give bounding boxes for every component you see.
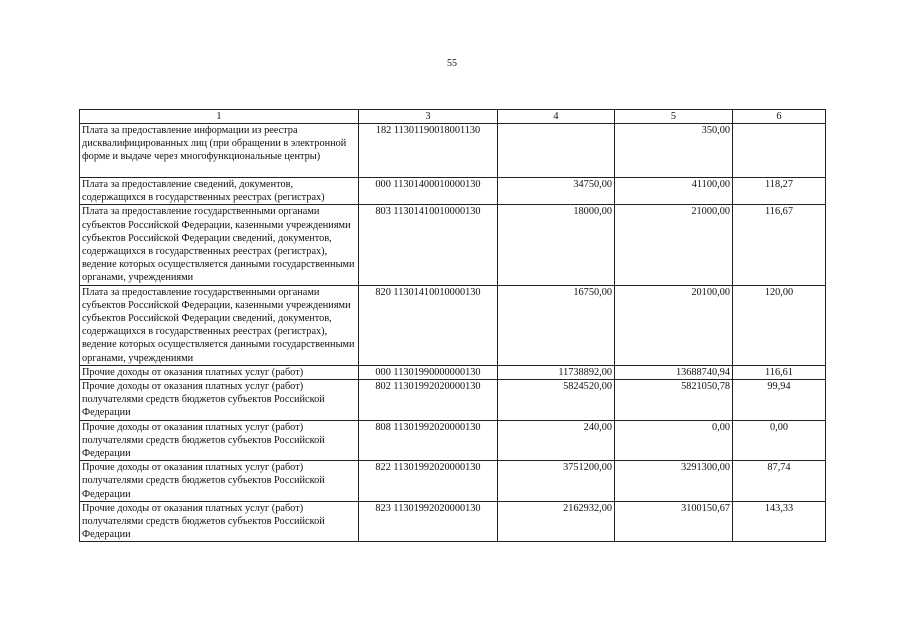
table-row [80,501,826,542]
value-col-4: 3751200,00 [498,461,615,502]
table-row [80,380,826,421]
percent-col-6: 99,94 [733,380,826,421]
income-name: Прочие доходы от оказания платных услуг (работ) получателями средств бюджетов субъектов Российской Федерации [80,380,359,421]
budget-code: 000 11301990000000130 [359,365,498,379]
value-col-4: 11738892,00 [498,365,615,379]
percent-col-6: 0,00 [733,420,826,461]
income-name: Прочие доходы от оказания платных услуг (работ) получателями средств бюджетов субъектов Российской Федерации [80,461,359,502]
table-row [80,365,826,379]
income-name: Плата за предоставление государственными органами субъектов Российской Федерации, казенными учреждениями субъектов Российской Федерации сведений, документов, содержащихся в государственных реестрах (регистрах), ведение которых осуществляется данными государственными органами, учреждениями [80,205,359,285]
budget-code: 803 11301410010000130 [359,205,498,285]
value-col-4 [498,124,615,178]
value-col-4: 16750,00 [498,285,615,365]
header-col-4: 4 [498,110,615,124]
value-col-5: 21000,00 [615,205,733,285]
value-col-5: 20100,00 [615,285,733,365]
header-col-3: 3 [359,110,498,124]
income-name: Прочие доходы от оказания платных услуг (работ) получателями средств бюджетов субъектов Российской Федерации [80,420,359,461]
table-row [80,205,826,285]
percent-col-6: 116,61 [733,365,826,379]
budget-table [79,109,826,542]
table-row [80,178,826,205]
income-name: Прочие доходы от оказания платных услуг (работ) [80,365,359,379]
value-col-4: 2162932,00 [498,501,615,542]
income-name: Плата за предоставление сведений, документов, содержащихся в государственных реестрах (регистрах) [80,178,359,205]
header-col-6: 6 [733,110,826,124]
value-col-5: 0,00 [615,420,733,461]
income-name: Плата за предоставление государственными органами субъектов Российской Федерации, казенными учреждениями субъектов Российской Федерации сведений, документов, содержащихся в государственных реестрах (регистрах), ведение которых осуществляется данными государственными органами, учреждениями [80,285,359,365]
percent-col-6 [733,124,826,178]
budget-code: 802 11301992020000130 [359,380,498,421]
percent-col-6: 116,67 [733,205,826,285]
budget-code: 823 11301992020000130 [359,501,498,542]
budget-code: 182 11301190018001130 [359,124,498,178]
value-col-5: 13688740,94 [615,365,733,379]
header-col-5: 5 [615,110,733,124]
value-col-4: 5824520,00 [498,380,615,421]
percent-col-6: 87,74 [733,461,826,502]
budget-code: 808 11301992020000130 [359,420,498,461]
percent-col-6: 120,00 [733,285,826,365]
page-number: 55 [447,58,457,69]
table-header-row [80,110,826,124]
income-name: Прочие доходы от оказания платных услуг (работ) получателями средств бюджетов субъектов Российской Федерации [80,501,359,542]
value-col-5: 3291300,00 [615,461,733,502]
budget-code: 822 11301992020000130 [359,461,498,502]
budget-code: 820 11301410010000130 [359,285,498,365]
value-col-5: 3100150,67 [615,501,733,542]
value-col-4: 18000,00 [498,205,615,285]
value-col-5: 350,00 [615,124,733,178]
value-col-4: 240,00 [498,420,615,461]
budget-code: 000 11301400010000130 [359,178,498,205]
income-name: Плата за предоставление информации из реестра дисквалифицированных лиц (при обращении в электронной форме и выдаче через многофункциональные центры) [80,124,359,178]
table-row [80,461,826,502]
percent-col-6: 143,33 [733,501,826,542]
header-col-1: 1 [80,110,359,124]
value-col-5: 5821050,78 [615,380,733,421]
percent-col-6: 118,27 [733,178,826,205]
table-row [80,420,826,461]
value-col-4: 34750,00 [498,178,615,205]
value-col-5: 41100,00 [615,178,733,205]
table-row [80,285,826,365]
table-row [80,124,826,178]
